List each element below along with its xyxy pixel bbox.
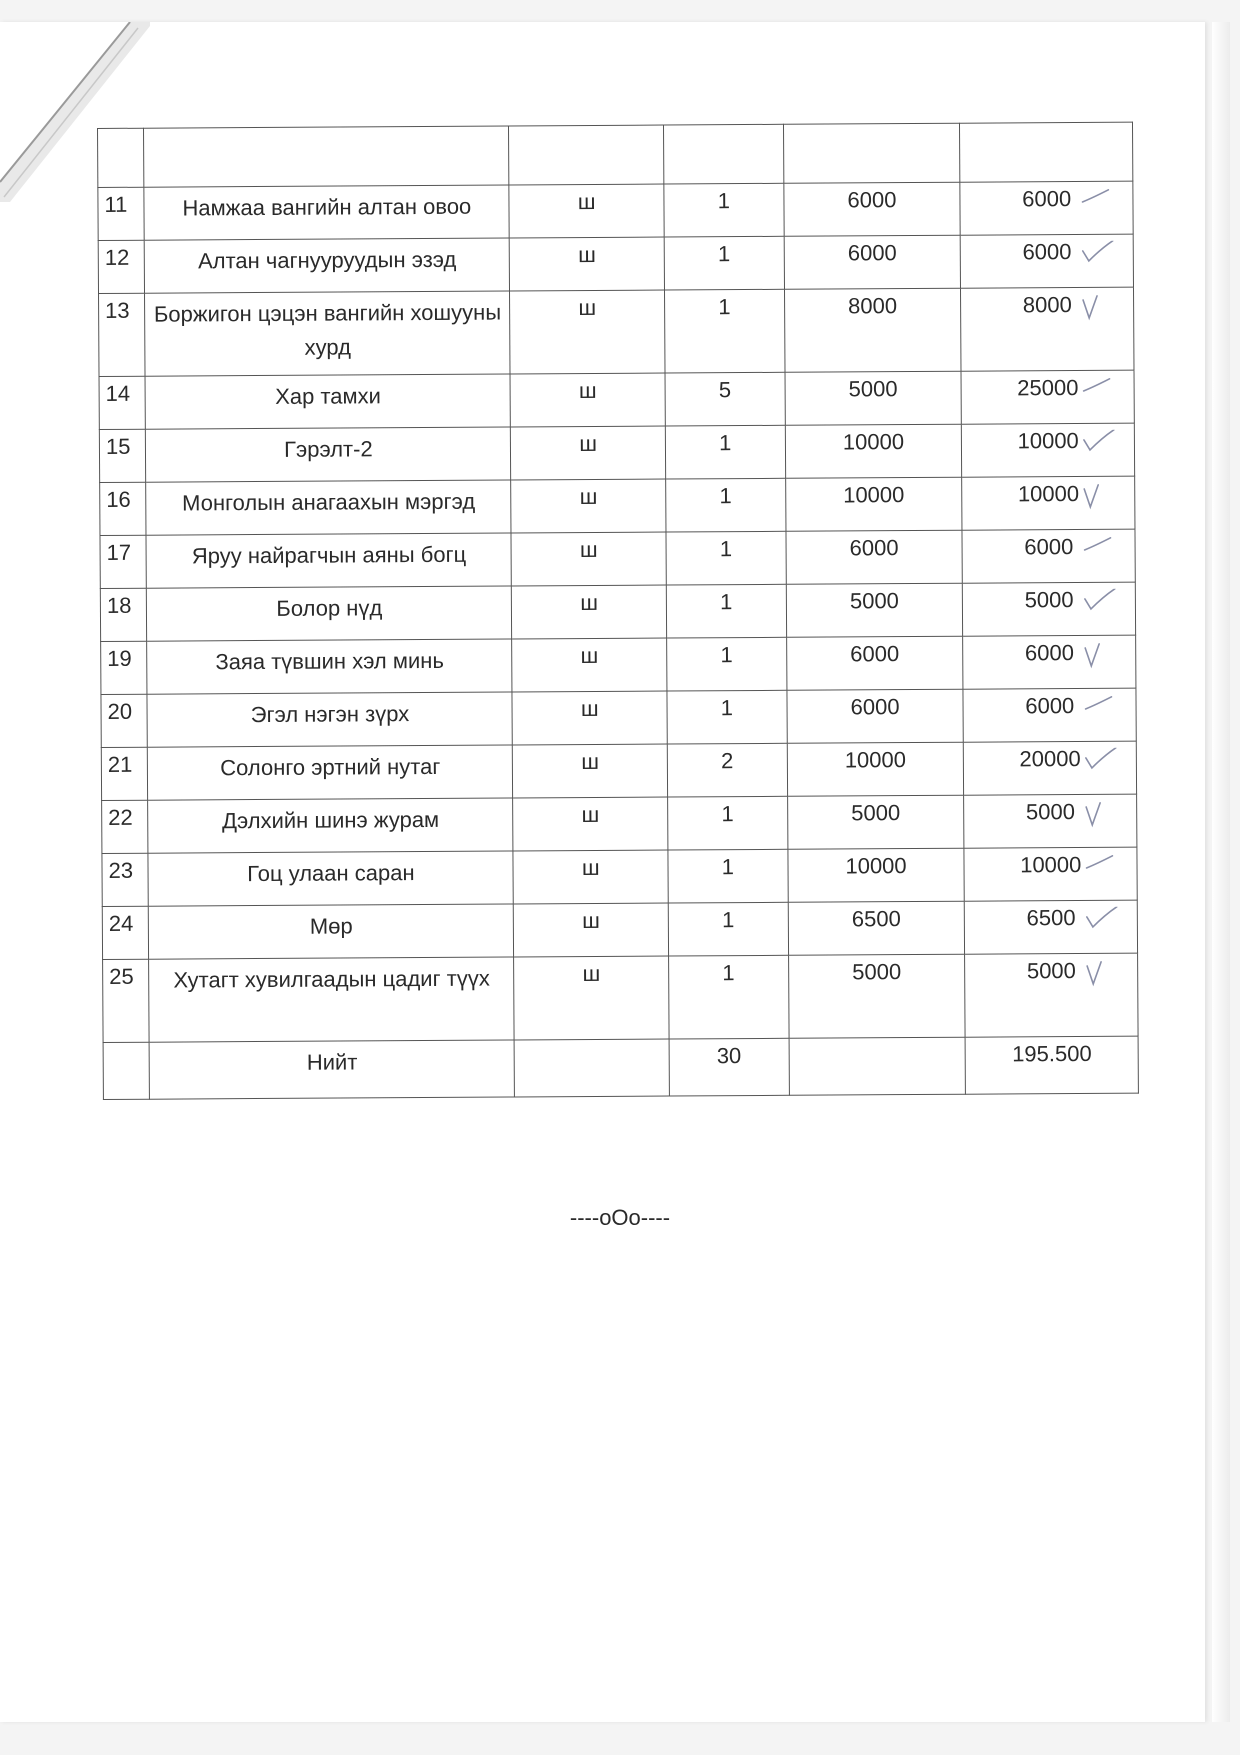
quantity-cell-text: 1: [720, 589, 733, 615]
total-cell-text: 6500: [1026, 905, 1076, 931]
header-cell: [664, 124, 784, 184]
quantity-cell: [667, 743, 787, 797]
price-cell-text: 6000: [849, 535, 899, 561]
row-number: [100, 535, 147, 588]
book-title-text: Солонго эртний нутаг: [220, 753, 441, 781]
quantity-cell: [666, 478, 786, 532]
table-row: [99, 370, 1134, 429]
items-table: [97, 122, 1139, 1100]
empty-cell: [514, 1039, 669, 1097]
unit-cell: [513, 797, 668, 851]
unit-cell: [511, 426, 666, 480]
handwritten-check-icon: [1079, 294, 1115, 324]
total-cell: [961, 370, 1134, 424]
row-number: [99, 293, 146, 376]
header-cell: [144, 126, 509, 187]
unit-cell-text: ш: [578, 377, 597, 404]
quantity-cell-text: 1: [717, 188, 730, 214]
price-cell-text: 6500: [851, 906, 901, 932]
table-row: [101, 741, 1136, 800]
total-cell: [962, 423, 1135, 477]
empty-cell: [789, 1037, 966, 1095]
row-number-text: 13: [105, 297, 130, 323]
paper-edge: [1212, 22, 1230, 1722]
unit-cell-text: ш: [582, 907, 600, 934]
price-cell: [786, 689, 963, 743]
header-cell: [960, 122, 1133, 182]
price-cell: [786, 583, 963, 637]
row-number-text: 16: [106, 486, 131, 512]
quantity-cell: [665, 372, 785, 426]
unit-cell: [512, 691, 667, 745]
book-title: [145, 238, 510, 293]
price-cell: [785, 477, 962, 531]
handwritten-check-icon: [1080, 377, 1116, 407]
unit-cell: [510, 290, 665, 374]
unit-cell: [510, 237, 665, 291]
row-number-text: 11: [104, 191, 128, 217]
price-cell: [786, 636, 963, 690]
price-cell-text: 5000: [848, 376, 898, 402]
quantity-cell-text: 1: [717, 241, 731, 267]
row-number: [99, 376, 146, 429]
handwritten-check-icon: [1080, 430, 1116, 460]
book-title: [145, 291, 510, 376]
row-number: [100, 588, 147, 641]
price-cell-text: 5000: [851, 800, 901, 826]
price-cell: [784, 235, 961, 289]
price-cell-text: 6000: [850, 641, 900, 667]
total-cell-text: 10000: [1017, 428, 1079, 454]
total-cell: [963, 582, 1136, 636]
price-cell: [784, 288, 961, 372]
total-row: [103, 1036, 1138, 1099]
table-row: [100, 529, 1135, 588]
table-row: [99, 423, 1134, 482]
book-title-text: Мөр: [309, 913, 353, 939]
book-title: [148, 851, 513, 906]
unit-cell-text: ш: [581, 748, 600, 775]
total-cell-text: 8000: [1022, 292, 1072, 318]
row-number: [102, 800, 149, 853]
quantity-cell-text: 1: [721, 907, 735, 933]
unit-cell: [511, 532, 666, 586]
row-number-text: 24: [108, 910, 134, 936]
handwritten-check-icon: [1081, 589, 1117, 619]
price-cell-text: 10000: [843, 482, 905, 508]
total-cell-text: 10000: [1017, 481, 1080, 507]
quantity-cell: [668, 849, 788, 903]
unit-cell: [509, 184, 664, 238]
row-number: [101, 747, 148, 800]
total-cell: [960, 181, 1133, 235]
handwritten-check-icon: [1082, 748, 1118, 778]
price-cell-text: 8000: [848, 293, 898, 319]
quantity-cell-text: 1: [721, 854, 735, 880]
unit-cell-text: ш: [582, 960, 601, 987]
total-cell: [962, 476, 1135, 530]
total-cell: [963, 688, 1136, 742]
table-row: [100, 582, 1135, 641]
unit-cell-text: ш: [579, 536, 598, 563]
total-cell: [964, 741, 1137, 795]
book-title-text: Болор нүд: [276, 595, 383, 621]
book-title: [147, 639, 512, 694]
quantity-cell: [664, 236, 784, 290]
total-cell: [962, 529, 1135, 583]
unit-cell-text: ш: [580, 642, 599, 669]
quantity-cell-text: 2: [721, 748, 734, 774]
quantity-cell: [669, 955, 789, 1039]
total-quantity: 30: [669, 1038, 789, 1096]
price-cell: [787, 742, 964, 796]
quantity-cell: [667, 690, 787, 744]
handwritten-check-icon: [1081, 695, 1117, 725]
quantity-cell: [666, 584, 786, 638]
book-title-text: Намжаа вангийн алтан овоо: [182, 193, 472, 221]
book-title: [146, 533, 511, 588]
table-row: [102, 847, 1137, 906]
price-cell: [788, 954, 965, 1038]
book-title-text: Дэлхийн шинэ журам: [222, 806, 440, 834]
table-row: [100, 476, 1135, 535]
total-cell: [965, 953, 1138, 1037]
unit-cell: [510, 373, 665, 427]
price-cell: [786, 530, 963, 584]
unit-cell: [513, 744, 668, 798]
table-row: [98, 181, 1133, 240]
quantity-cell: [666, 531, 786, 585]
book-title: [146, 480, 511, 535]
quantity-cell: [665, 289, 785, 373]
book-title: [145, 374, 510, 429]
handwritten-check-icon: [1081, 642, 1117, 672]
total-cell-text: 5000: [1024, 587, 1074, 613]
row-number: [99, 429, 146, 482]
total-cell-text: 20000: [1019, 746, 1081, 772]
book-title: [148, 798, 513, 853]
row-number: [100, 482, 147, 535]
row-number-text: 22: [108, 804, 133, 830]
unit-cell-text: ш: [578, 241, 596, 268]
quantity-cell-text: 1: [719, 536, 733, 562]
quantity-cell-text: 1: [718, 294, 731, 320]
price-cell-text: 5000: [849, 588, 899, 614]
row-number-text: 17: [106, 539, 132, 565]
price-cell-text: 10000: [845, 853, 907, 879]
header-cell: [783, 123, 960, 183]
quantity-cell-text: 1: [719, 430, 732, 456]
total-cell-text: 6000: [1025, 693, 1075, 719]
unit-cell-text: ш: [580, 695, 599, 722]
unit-cell-text: ш: [579, 430, 598, 457]
total-cell: [961, 287, 1134, 371]
handwritten-check-icon: [1080, 483, 1116, 513]
row-number: [102, 853, 149, 906]
price-cell: [787, 795, 964, 849]
handwritten-check-icon: [1083, 960, 1119, 990]
table-row: [103, 953, 1138, 1042]
row-number-text: 12: [104, 244, 130, 270]
total-cell: [961, 234, 1134, 288]
total-cell-text: 5000: [1025, 799, 1075, 825]
quantity-cell: [665, 425, 785, 479]
book-title-text: Гэрэлт-2: [283, 436, 373, 462]
handwritten-check-icon: [1081, 536, 1117, 566]
table-header-row: [98, 122, 1133, 187]
total-cell-text: 6000: [1022, 239, 1072, 265]
handwritten-check-icon: [1082, 801, 1118, 831]
unit-cell: [514, 956, 669, 1040]
handwritten-check-icon: [1083, 907, 1119, 937]
handwritten-check-icon: [1078, 188, 1114, 218]
table-row: [101, 635, 1136, 694]
quantity-cell-text: 1: [721, 801, 734, 827]
total-cell-text: 6000: [1022, 186, 1072, 212]
book-title-text: Хар тамхи: [275, 383, 381, 409]
total-cell: [963, 635, 1136, 689]
quantity-cell-text: 1: [722, 960, 735, 986]
table-row: [98, 234, 1133, 293]
row-number-text: 15: [105, 433, 131, 459]
total-cell-text: 6000: [1024, 534, 1074, 560]
row-number-text: 19: [107, 645, 132, 671]
unit-cell: [514, 903, 669, 957]
book-title: [147, 692, 512, 747]
book-title: [147, 586, 512, 641]
total-cell: [965, 900, 1138, 954]
row-number-text: 20: [107, 698, 133, 724]
book-title-text: Алтан чагнууруудын эзэд: [197, 246, 457, 274]
price-cell: [788, 901, 965, 955]
row-number-text: 25: [109, 963, 134, 989]
table-row: [101, 688, 1136, 747]
row-number-text: 21: [107, 751, 133, 777]
quantity-cell: [668, 902, 788, 956]
total-label: Нийт: [150, 1040, 515, 1099]
quantity-cell: [664, 183, 784, 237]
header-cell: [509, 125, 664, 185]
table-row: [99, 287, 1134, 376]
unit-cell-text: ш: [581, 801, 600, 828]
price-cell-text: 5000: [852, 959, 902, 985]
book-title-text: Заяа түвшин хэл минь: [215, 647, 444, 675]
row-number-text: 18: [106, 592, 132, 618]
row-number: [103, 959, 150, 1042]
quantity-cell-text: 1: [720, 642, 733, 668]
total-cell-text: 5000: [1026, 958, 1076, 984]
row-number: [101, 641, 148, 694]
unit-cell-text: ш: [579, 483, 598, 510]
total-cell-text: 6000: [1024, 640, 1075, 666]
book-title-text: Хутагт хувилгаадын цадиг түүх: [173, 965, 490, 993]
grand-total: 195.500: [966, 1036, 1139, 1094]
handwritten-check-icon: [1079, 241, 1115, 271]
price-cell: [783, 182, 960, 236]
price-cell: [785, 371, 962, 425]
total-cell-text: 25000: [1017, 375, 1079, 401]
book-title: [146, 427, 511, 482]
unit-cell: [512, 638, 667, 692]
unit-cell-text: ш: [578, 294, 597, 321]
handwritten-check-icon: [1082, 854, 1118, 884]
row-number: [98, 240, 145, 293]
total-cell-text: 10000: [1020, 852, 1082, 878]
price-cell-text: 10000: [842, 429, 905, 455]
empty-cell: [103, 1042, 150, 1099]
book-title-text: Гоц улаан саран: [247, 860, 415, 887]
book-title-text: Эгэл нэгэн зүрх: [250, 701, 410, 728]
row-number: [98, 187, 145, 240]
table-row: [102, 900, 1137, 959]
table-row: [102, 794, 1137, 853]
book-title-text: Монголын анагаахын мэргэд: [182, 488, 476, 516]
book-title: [148, 745, 513, 800]
quantity-cell-text: 1: [720, 695, 734, 721]
unit-cell: [512, 585, 667, 639]
book-title: [149, 957, 514, 1042]
unit-cell-text: ш: [577, 188, 596, 215]
quantity-cell: [668, 796, 788, 850]
row-number: [101, 694, 148, 747]
total-cell: [964, 847, 1137, 901]
price-cell-text: 10000: [844, 747, 907, 773]
unit-cell-text: ш: [580, 589, 599, 616]
unit-cell: [511, 479, 666, 533]
book-title-text: Боржигон цэцэн вангийн хошууны хурд: [153, 299, 502, 360]
quantity-cell-text: 1: [719, 483, 732, 509]
price-cell: [785, 424, 962, 478]
price-cell-text: 6000: [847, 240, 897, 266]
price-cell: [787, 848, 964, 902]
book-title: [144, 185, 509, 240]
total-cell: [964, 794, 1137, 848]
unit-cell: [513, 850, 668, 904]
unit-cell-text: ш: [581, 854, 600, 881]
price-cell-text: 6000: [850, 694, 900, 720]
book-title-text: Яруу найрагчын аяны богц: [191, 541, 467, 569]
closing-mark: ----oOo----: [569, 1205, 671, 1230]
quantity-cell-text: 5: [718, 377, 732, 403]
book-title: [149, 904, 514, 959]
price-cell-text: 6000: [847, 187, 897, 213]
row-number-text: 23: [108, 857, 134, 883]
header-cell: [98, 128, 145, 187]
row-number: [102, 906, 149, 959]
row-number-text: 14: [105, 380, 131, 406]
quantity-cell: [667, 637, 787, 691]
